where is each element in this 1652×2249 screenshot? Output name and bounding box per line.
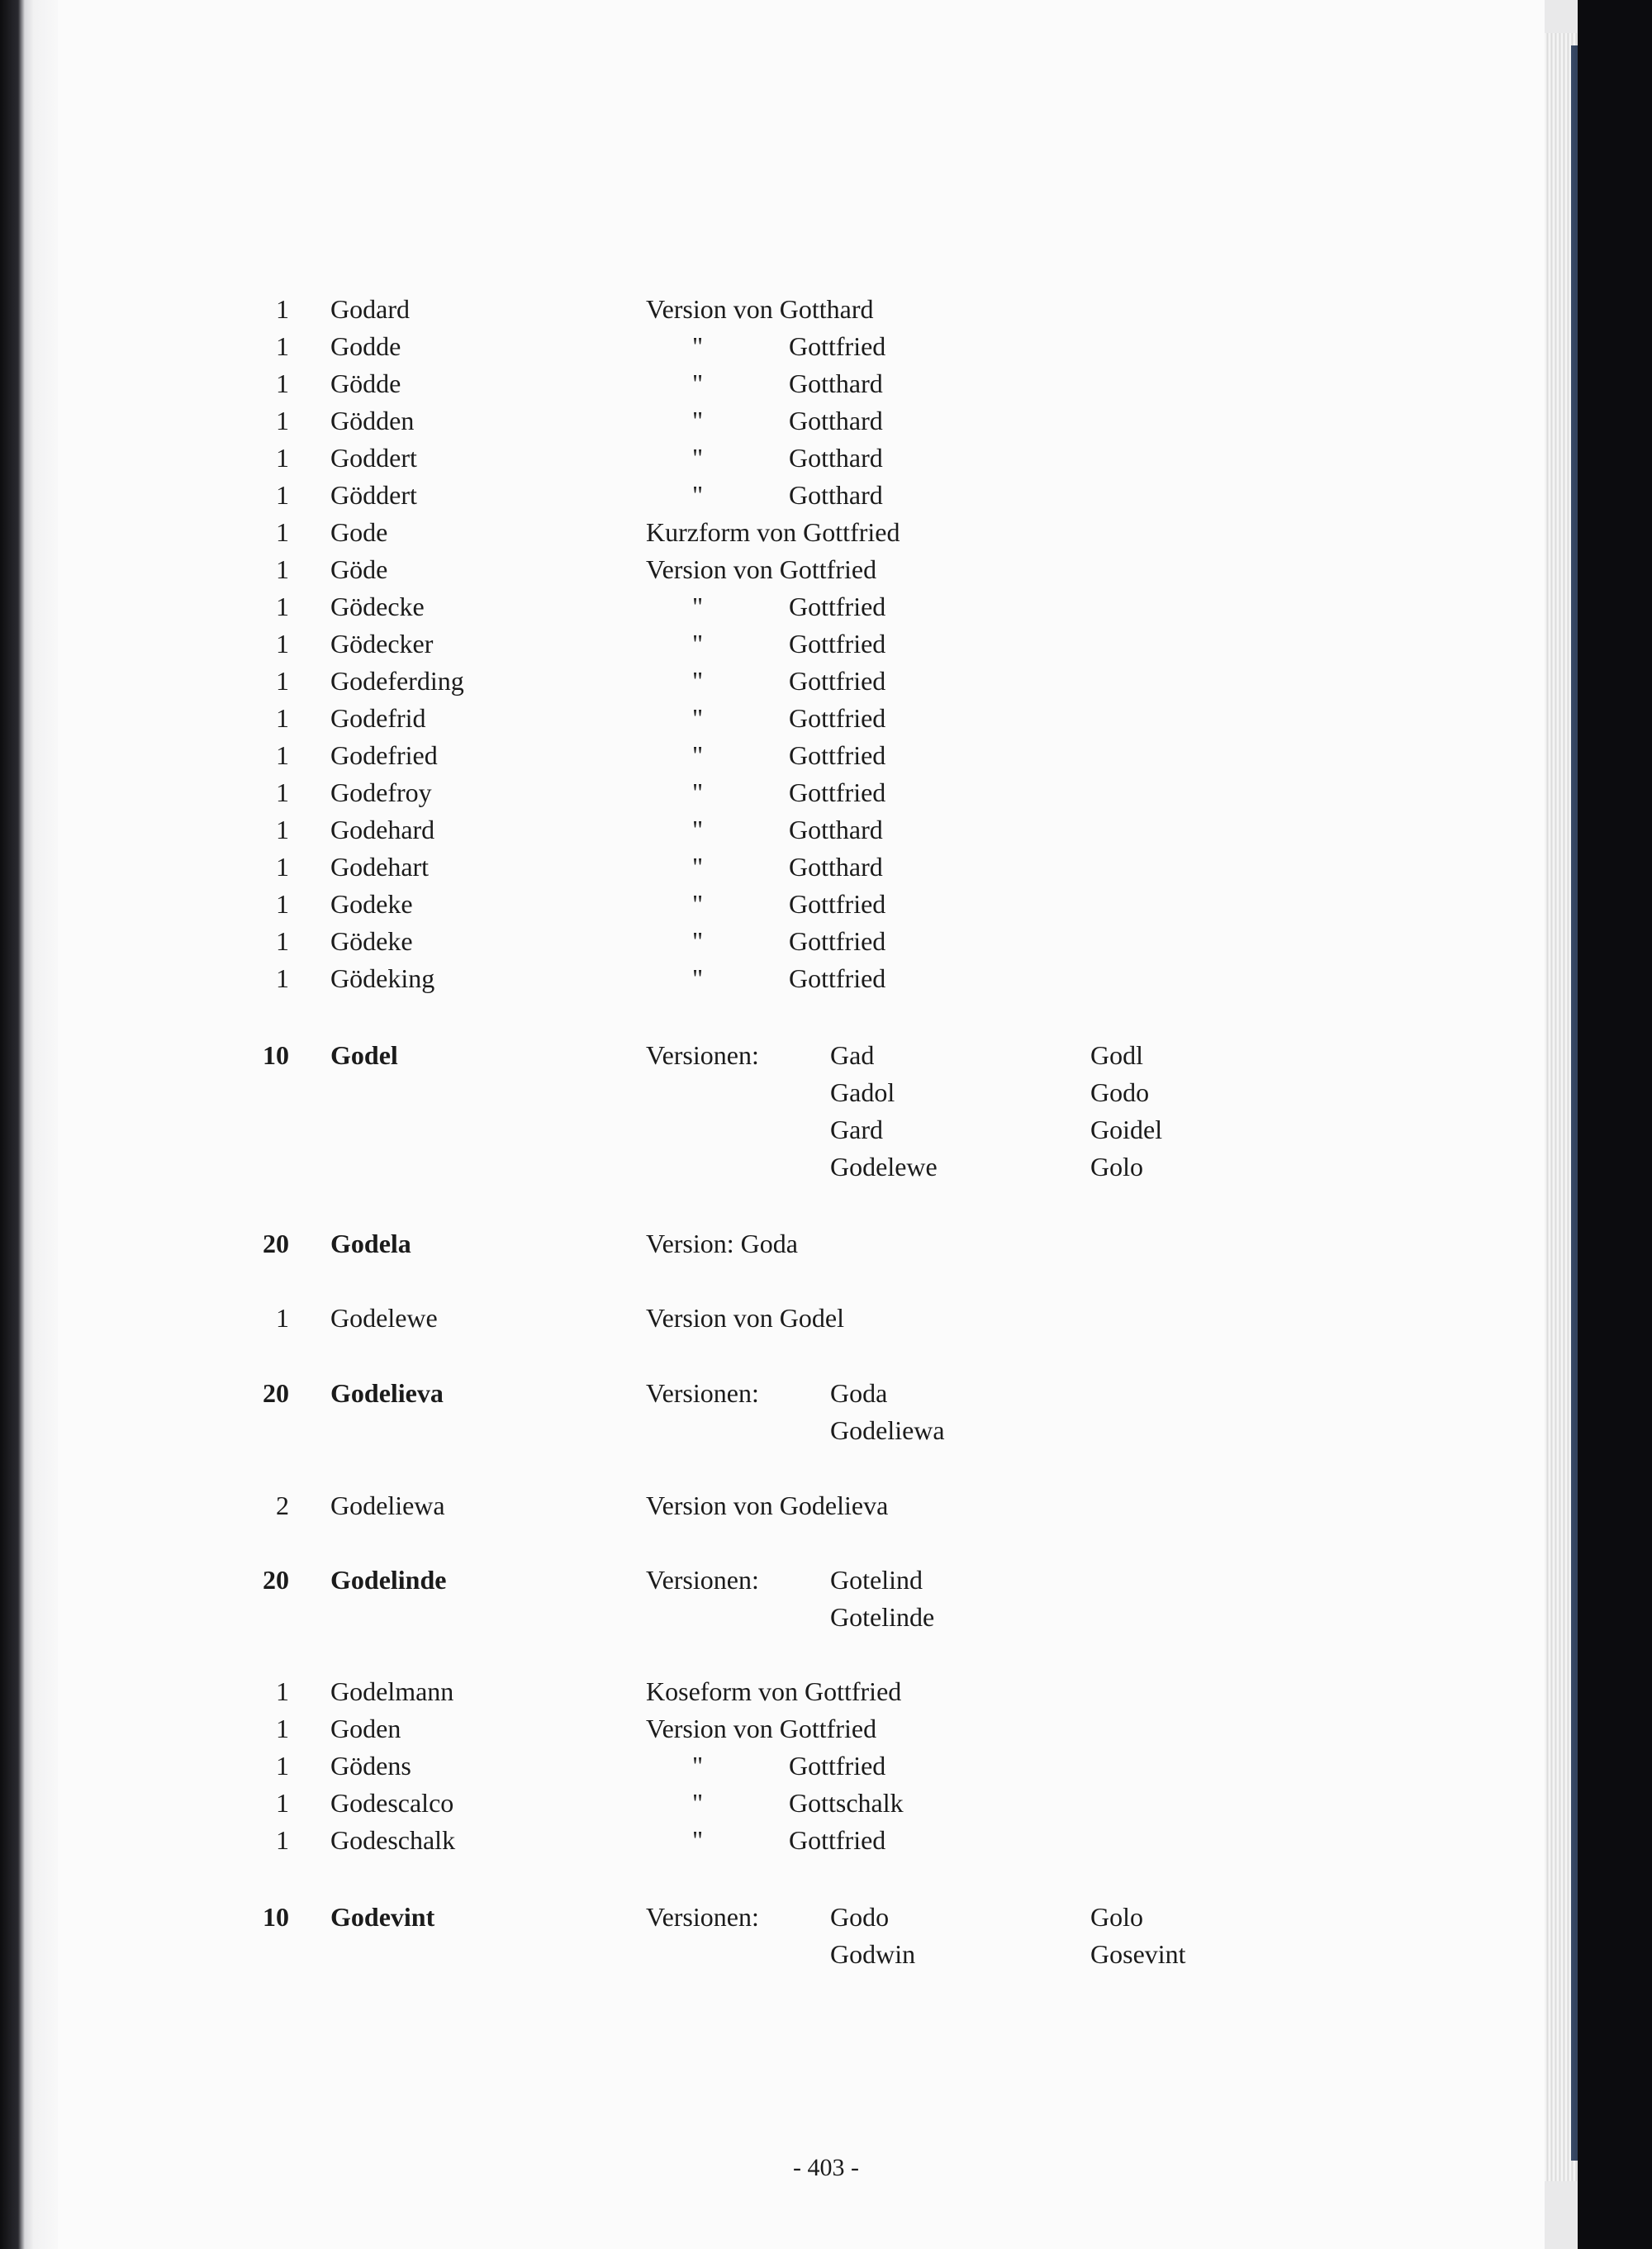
entry-note: Version: Goda: [646, 1229, 798, 1258]
version-name-secondary: Godl: [1090, 1040, 1143, 1070]
entry-count: 20: [263, 1378, 289, 1408]
ditto-mark: ": [692, 815, 704, 844]
ditto-mark: ": [692, 740, 704, 770]
entry-row: [0, 886, 1404, 922]
entry-row: [0, 1111, 1404, 1148]
entry-row: [0, 1074, 1404, 1110]
entry-row: [0, 402, 1404, 439]
entry-name: Gödeking: [330, 963, 435, 993]
entry-name: Goden: [330, 1714, 401, 1743]
entry-reference: Gottfried: [789, 926, 886, 956]
entry-count: 1: [276, 480, 289, 510]
entry-row: [0, 328, 1404, 364]
entry-note: Versionen:: [646, 1040, 759, 1070]
entry-note: Version von Godel: [646, 1303, 844, 1333]
ditto-mark: ": [692, 777, 704, 807]
entry-name: Godelewe: [330, 1303, 438, 1333]
entry-row: [0, 588, 1404, 625]
entry-name: Godel: [330, 1040, 398, 1070]
entry-reference: Gottfried: [789, 592, 886, 621]
book-cover-background: [1578, 0, 1652, 2249]
ditto-mark: ": [692, 889, 704, 919]
entry-note: Version von Gottfried: [646, 554, 877, 584]
entry-row: [0, 625, 1404, 662]
entry-row: [0, 1562, 1404, 1598]
entry-count: 1: [276, 517, 289, 547]
entry-count: 1: [276, 368, 289, 398]
entry-count: 20: [263, 1229, 289, 1258]
entry-name: Godeferding: [330, 666, 464, 696]
entry-count: 10: [263, 1902, 289, 1932]
entry-note: Kurzform von Gottfried: [646, 517, 900, 547]
entry-count: 1: [276, 740, 289, 770]
entry-count: 1: [276, 666, 289, 696]
version-name-secondary: Golo: [1090, 1902, 1143, 1932]
entry-row: [0, 1148, 1404, 1185]
entry-row: [0, 551, 1404, 587]
entry-row: [0, 1673, 1404, 1709]
entry-name: Godde: [330, 331, 401, 361]
entry-name: Gödens: [330, 1751, 411, 1781]
ditto-mark: ": [692, 852, 704, 882]
entry-reference: Gottschalk: [789, 1788, 904, 1818]
entry-row: [0, 1225, 1404, 1262]
version-name-secondary: Gosevint: [1090, 1939, 1186, 1969]
entry-row: [0, 1487, 1404, 1524]
entry-row: [0, 1375, 1404, 1411]
entry-count: 2: [276, 1491, 289, 1520]
entry-name: Godescalco: [330, 1788, 454, 1818]
entry-name: Godevint: [330, 1902, 435, 1932]
entry-note: Version von Gotthard: [646, 294, 874, 324]
entry-count: 1: [276, 815, 289, 844]
entry-row: [0, 1747, 1404, 1784]
version-name: Godelewe: [830, 1152, 938, 1182]
version-name-secondary: Golo: [1090, 1152, 1143, 1182]
entry-name: Gödecker: [330, 629, 434, 659]
entry-name: Gödeke: [330, 926, 413, 956]
entry-name: Godeliewa: [330, 1491, 445, 1520]
ditto-mark: ": [692, 629, 704, 659]
entry-name: Gödecke: [330, 592, 425, 621]
ditto-mark: ": [692, 592, 704, 621]
entry-count: 1: [276, 1788, 289, 1818]
entry-row: [0, 1785, 1404, 1821]
version-name: Godwin: [830, 1939, 916, 1969]
entry-note: Versionen:: [646, 1565, 759, 1595]
entry-row: [0, 1412, 1404, 1448]
entry-reference: Gottfried: [789, 331, 886, 361]
page-number: - 403 -: [793, 2154, 859, 2181]
entry-name: Godehard: [330, 815, 435, 844]
entry-row: [0, 291, 1404, 327]
entry-reference: Gottfried: [789, 666, 886, 696]
entry-row: [0, 700, 1404, 736]
entry-count: 1: [276, 926, 289, 956]
version-name-secondary: Goidel: [1090, 1115, 1163, 1144]
entry-name: Godehart: [330, 852, 430, 882]
entry-name: Godeke: [330, 889, 413, 919]
entry-name: Gödde: [330, 368, 401, 398]
entry-reference: Gotthard: [789, 443, 883, 473]
entry-name: Goddert: [330, 443, 417, 473]
entry-reference: Gottfried: [789, 740, 886, 770]
entry-row: [0, 849, 1404, 885]
entry-name: Godefroy: [330, 777, 432, 807]
version-name-secondary: Godo: [1090, 1077, 1150, 1107]
entry-reference: Gottfried: [789, 703, 886, 733]
entry-row: [0, 1936, 1404, 1972]
entry-name: Gödden: [330, 406, 415, 435]
entry-row: [0, 1037, 1404, 1073]
entry-count: 1: [276, 1825, 289, 1855]
entry-name: Godefrid: [330, 703, 426, 733]
entry-reference: Gottfried: [789, 777, 886, 807]
entry-row: [0, 811, 1404, 848]
entry-row: [0, 1710, 1404, 1747]
ditto-mark: ": [692, 1788, 704, 1818]
entry-reference: Gottfried: [789, 629, 886, 659]
ditto-mark: ": [692, 406, 704, 435]
entry-reference: Gotthard: [789, 852, 883, 882]
ditto-mark: ": [692, 666, 704, 696]
entry-row: [0, 1300, 1404, 1336]
entry-reference: Gotthard: [789, 406, 883, 435]
entry-row: [0, 440, 1404, 476]
entry-count: 1: [276, 406, 289, 435]
ditto-mark: ": [692, 926, 704, 956]
version-name: Gard: [830, 1115, 883, 1144]
entry-count: 1: [276, 592, 289, 621]
entry-count: 1: [276, 963, 289, 993]
entry-row: [0, 477, 1404, 513]
ditto-mark: ": [692, 703, 704, 733]
version-name: Goda: [830, 1378, 888, 1408]
entry-reference: Gotthard: [789, 815, 883, 844]
ditto-mark: ": [692, 443, 704, 473]
ditto-mark: ": [692, 331, 704, 361]
entry-count: 1: [276, 1714, 289, 1743]
entry-note: Versionen:: [646, 1378, 759, 1408]
entry-count: 1: [276, 703, 289, 733]
entry-name: Godeschalk: [330, 1825, 456, 1855]
entry-note: Versionen:: [646, 1902, 759, 1932]
entry-count: 1: [276, 294, 289, 324]
entry-name: Godelinde: [330, 1565, 447, 1595]
entry-reference: Gotthard: [789, 480, 883, 510]
entry-count: 1: [276, 889, 289, 919]
ditto-mark: ": [692, 480, 704, 510]
entry-name: Godela: [330, 1229, 411, 1258]
entry-row: [0, 514, 1404, 550]
entry-count: 1: [276, 331, 289, 361]
entry-reference: Gottfried: [789, 1825, 886, 1855]
entry-note: Koseform von Gottfried: [646, 1676, 902, 1706]
entry-reference: Gottfried: [789, 889, 886, 919]
entry-count: 1: [276, 1751, 289, 1781]
entry-row: [0, 663, 1404, 699]
ditto-mark: ": [692, 963, 704, 993]
entry-row: [0, 365, 1404, 402]
entry-row: [0, 1599, 1404, 1635]
entry-name: Göde: [330, 554, 388, 584]
entry-name: Godelmann: [330, 1676, 454, 1706]
version-name: Gotelinde: [830, 1602, 935, 1632]
entry-name: Gode: [330, 517, 388, 547]
entry-row: [0, 1822, 1404, 1858]
entry-count: 1: [276, 554, 289, 584]
entry-reference: Gotthard: [789, 368, 883, 398]
version-name: Gad: [830, 1040, 875, 1070]
entry-note: Version von Godelieva: [646, 1491, 889, 1520]
entry-reference: Gottfried: [789, 963, 886, 993]
version-name: Gadol: [830, 1077, 895, 1107]
entry-name: Godefried: [330, 740, 438, 770]
entry-count: 1: [276, 629, 289, 659]
entry-row: [0, 923, 1404, 959]
entry-count: 1: [276, 777, 289, 807]
entry-name: Göddert: [330, 480, 417, 510]
entry-reference: Gottfried: [789, 1751, 886, 1781]
entry-count: 1: [276, 852, 289, 882]
entry-count: 1: [276, 1676, 289, 1706]
entry-name: Godard: [330, 294, 410, 324]
entry-row: [0, 774, 1404, 811]
entry-name: Godelieva: [330, 1378, 444, 1408]
ditto-mark: ": [692, 1751, 704, 1781]
ditto-mark: ": [692, 1825, 704, 1855]
entry-count: 20: [263, 1565, 289, 1595]
entry-row: [0, 737, 1404, 773]
ditto-mark: ": [692, 368, 704, 398]
entry-row: [0, 1899, 1404, 1935]
version-name: Godeliewa: [830, 1415, 945, 1445]
entry-count: 1: [276, 1303, 289, 1333]
entry-note: Version von Gottfried: [646, 1714, 877, 1743]
entry-count: 10: [263, 1040, 289, 1070]
entry-row: [0, 960, 1404, 996]
version-name: Gotelind: [830, 1565, 923, 1595]
entry-count: 1: [276, 443, 289, 473]
version-name: Godo: [830, 1902, 890, 1932]
